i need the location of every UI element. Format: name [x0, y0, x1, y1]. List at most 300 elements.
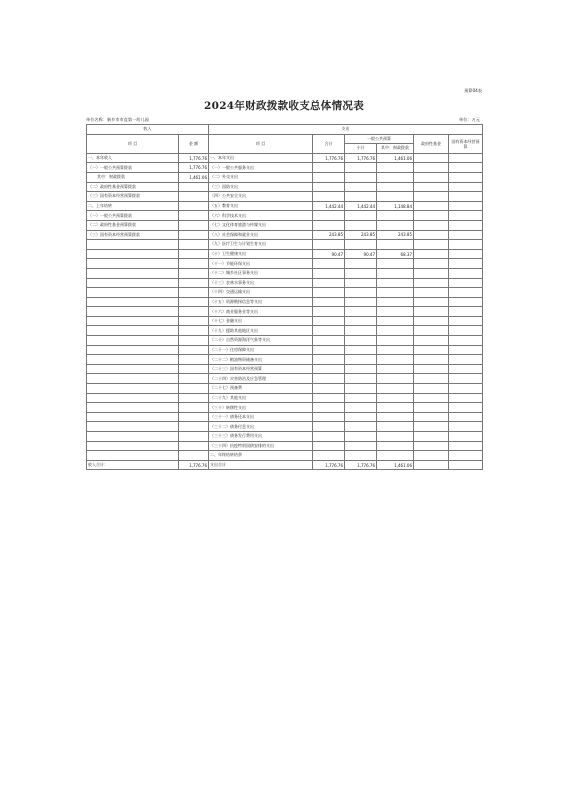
state-capital-cell — [449, 259, 483, 269]
table-row — [87, 163, 483, 173]
expense-total-cell — [313, 326, 345, 336]
general-subtotal-cell — [345, 374, 377, 384]
expense-item-cell: （十七）金融支出 — [209, 316, 313, 326]
general-subtotal-cell — [345, 412, 377, 422]
general-subtotal-cell — [345, 316, 377, 326]
income-item-cell — [87, 278, 179, 288]
income-amount-cell: 1,776.76 — [179, 163, 209, 173]
expense-item-cell: （三十二）债务付息支出 — [209, 422, 313, 432]
table-row — [87, 288, 483, 298]
state-capital-cell — [449, 316, 483, 326]
income-amount-cell — [179, 432, 209, 442]
gov-fund-cell — [414, 412, 449, 422]
expense-total-cell: 1,776.76 — [313, 460, 345, 470]
fiscal-alloc-cell: 1,461.06 — [377, 153, 414, 163]
header-total: 合计 — [313, 134, 345, 153]
state-capital-cell — [449, 412, 483, 422]
header-row-1 — [87, 125, 483, 135]
gov-fund-cell — [414, 163, 449, 173]
table-row — [87, 230, 483, 240]
income-item-cell — [87, 240, 179, 250]
expense-total-cell — [313, 384, 345, 394]
header-income: 收入 — [87, 125, 209, 135]
expense-item-cell: （二十二）粮油物资储备支出 — [209, 355, 313, 365]
state-capital-cell — [449, 374, 483, 384]
header-subtotal: 小计 — [345, 144, 377, 154]
state-capital-cell — [449, 240, 483, 250]
expense-total-cell — [313, 163, 345, 173]
general-subtotal-cell — [345, 268, 377, 278]
income-amount-cell: 1,776.76 — [179, 460, 209, 470]
expense-total-cell — [313, 432, 345, 442]
state-capital-cell — [449, 432, 483, 442]
fiscal-alloc-cell — [377, 163, 414, 173]
income-item-cell — [87, 326, 179, 336]
expense-item-cell: （三十一）债务还本支出 — [209, 412, 313, 422]
table-row — [87, 182, 483, 192]
fiscal-alloc-cell — [377, 374, 414, 384]
state-capital-cell — [449, 192, 483, 202]
expense-total-cell — [313, 259, 345, 269]
income-item-cell — [87, 316, 179, 326]
table-row — [87, 316, 483, 326]
income-item-cell — [87, 412, 179, 422]
finance-table — [86, 124, 483, 470]
fiscal-alloc-cell — [377, 240, 414, 250]
expense-total-cell — [313, 364, 345, 374]
state-capital-cell — [449, 326, 483, 336]
expense-total-cell — [313, 192, 345, 202]
general-subtotal-cell: 1,442.44 — [345, 201, 377, 211]
fiscal-alloc-cell: 1,461.06 — [377, 460, 414, 470]
expense-item-cell: （三）国防支出 — [209, 182, 313, 192]
income-item-cell — [87, 384, 179, 394]
income-amount-cell — [179, 422, 209, 432]
income-amount-cell — [179, 316, 209, 326]
income-amount-cell — [179, 336, 209, 346]
header-general-budget: 一般公共预算 — [345, 134, 414, 144]
income-amount-cell — [179, 307, 209, 317]
gov-fund-cell — [414, 316, 449, 326]
income-item-cell: （三）国有资本经营预算拨款 — [87, 230, 179, 240]
table-row — [87, 403, 483, 413]
gov-fund-cell — [414, 249, 449, 259]
general-subtotal-cell — [345, 326, 377, 336]
general-subtotal-cell — [345, 220, 377, 230]
fiscal-alloc-cell — [377, 307, 414, 317]
gov-fund-cell — [414, 403, 449, 413]
income-amount-cell — [179, 412, 209, 422]
fiscal-alloc-cell — [377, 412, 414, 422]
gov-fund-cell — [414, 297, 449, 307]
income-item-cell — [87, 422, 179, 432]
table-row — [87, 460, 483, 470]
fiscal-alloc-cell — [377, 422, 414, 432]
expense-total-cell — [313, 422, 345, 432]
fiscal-alloc-cell — [377, 441, 414, 451]
general-subtotal-cell: 243.85 — [345, 230, 377, 240]
state-capital-cell — [449, 345, 483, 355]
gov-fund-cell — [414, 384, 449, 394]
gov-fund-cell — [414, 345, 449, 355]
fiscal-alloc-cell: 68.37 — [377, 249, 414, 259]
state-capital-cell — [449, 220, 483, 230]
expense-total-cell — [313, 345, 345, 355]
general-subtotal-cell — [345, 432, 377, 442]
expense-total-cell — [313, 240, 345, 250]
general-subtotal-cell — [345, 163, 377, 173]
table-row — [87, 278, 483, 288]
income-item-cell — [87, 249, 179, 259]
general-subtotal-cell — [345, 384, 377, 394]
expense-item-cell: （二十一）住房保障支出 — [209, 345, 313, 355]
table-row — [87, 249, 483, 259]
expense-total-cell — [313, 403, 345, 413]
general-subtotal-cell — [345, 211, 377, 221]
expense-item-cell: （三十四）抗疫特别国债安排的支出 — [209, 441, 313, 451]
income-item-cell — [87, 307, 179, 317]
income-item-cell — [87, 268, 179, 278]
expense-item-cell: （二十七）预备费 — [209, 384, 313, 394]
table-row — [87, 384, 483, 394]
fiscal-alloc-cell — [377, 220, 414, 230]
expense-total-cell — [313, 182, 345, 192]
expense-total-cell — [313, 307, 345, 317]
fiscal-alloc-cell — [377, 355, 414, 365]
gov-fund-cell — [414, 393, 449, 403]
income-amount-cell — [179, 192, 209, 202]
table-row — [87, 393, 483, 403]
income-amount-cell: 1,461.06 — [179, 172, 209, 182]
income-amount-cell — [179, 326, 209, 336]
table-row — [87, 326, 483, 336]
state-capital-cell — [449, 249, 483, 259]
fiscal-alloc-cell — [377, 345, 414, 355]
fiscal-alloc-cell — [377, 278, 414, 288]
income-item-cell: （三）国有资本经营预算拨款 — [87, 192, 179, 202]
state-capital-cell — [449, 441, 483, 451]
table-row — [87, 201, 483, 211]
general-subtotal-cell — [345, 403, 377, 413]
gov-fund-cell — [414, 441, 449, 451]
expense-total-cell: 1,442.44 — [313, 201, 345, 211]
table-row — [87, 432, 483, 442]
expense-total-cell — [313, 441, 345, 451]
general-subtotal-cell — [345, 441, 377, 451]
expense-total-cell — [313, 451, 345, 461]
fiscal-alloc-cell — [377, 316, 414, 326]
expense-item-cell: （十）卫生健康支出 — [209, 249, 313, 259]
page-title: 2024年财政拨款收支总体情况表 — [203, 100, 365, 112]
general-subtotal-cell — [345, 336, 377, 346]
income-item-cell — [87, 259, 179, 269]
income-amount-cell — [179, 374, 209, 384]
general-subtotal-cell — [345, 422, 377, 432]
state-capital-cell — [449, 182, 483, 192]
income-amount-cell — [179, 249, 209, 259]
expense-item-cell: （一）一般公共服务支出 — [209, 163, 313, 173]
income-item-cell: （一）一般公共预算拨款 — [87, 163, 179, 173]
gov-fund-cell — [414, 268, 449, 278]
general-subtotal-cell — [345, 297, 377, 307]
table-row — [87, 220, 483, 230]
income-item-cell — [87, 345, 179, 355]
fiscal-alloc-cell — [377, 182, 414, 192]
expense-total-cell — [313, 336, 345, 346]
expense-total-cell — [313, 211, 345, 221]
state-capital-cell — [449, 211, 483, 221]
gov-fund-cell — [414, 192, 449, 202]
expense-total-cell: 90.47 — [313, 249, 345, 259]
table-row — [87, 153, 483, 163]
general-subtotal-cell — [345, 393, 377, 403]
gov-fund-cell — [414, 278, 449, 288]
gov-fund-cell — [414, 374, 449, 384]
gov-fund-cell — [414, 172, 449, 182]
expense-item-cell: （四）公共安全支出 — [209, 192, 313, 202]
fiscal-alloc-cell — [377, 192, 414, 202]
income-amount-cell — [179, 211, 209, 221]
expense-total-cell — [313, 355, 345, 365]
state-capital-cell — [449, 268, 483, 278]
income-amount-cell — [179, 230, 209, 240]
income-item-cell — [87, 432, 179, 442]
header-expense: 支出 — [209, 125, 483, 135]
table-row — [87, 412, 483, 422]
expense-item-cell: （二十九）其他支出 — [209, 393, 313, 403]
income-item-cell — [87, 297, 179, 307]
general-subtotal-cell: 1,776.76 — [345, 153, 377, 163]
form-code: 预算04表 — [464, 88, 482, 93]
income-item-cell: （二）政府性基金预算拨款 — [87, 182, 179, 192]
expense-total-cell — [313, 393, 345, 403]
income-amount-cell — [179, 393, 209, 403]
gov-fund-cell — [414, 422, 449, 432]
table-row — [87, 336, 483, 346]
expense-item-cell: （九）医疗卫生与计划生育支出 — [209, 240, 313, 250]
general-subtotal-cell — [345, 364, 377, 374]
expense-total-cell — [313, 172, 345, 182]
unit-name: 单位名称：新乡市市直第一幼儿园 — [86, 117, 149, 122]
expense-item-cell: （十四）交通运输支出 — [209, 288, 313, 298]
general-subtotal-cell — [345, 182, 377, 192]
state-capital-cell — [449, 163, 483, 173]
state-capital-cell — [449, 336, 483, 346]
expense-item-cell: （六）科学技术支出 — [209, 211, 313, 221]
state-capital-cell — [449, 288, 483, 298]
gov-fund-cell — [414, 182, 449, 192]
table-row — [87, 345, 483, 355]
state-capital-cell — [449, 278, 483, 288]
state-capital-cell — [449, 201, 483, 211]
table-row — [87, 307, 483, 317]
income-item-cell: 二、上年结转 — [87, 201, 179, 211]
fiscal-alloc-cell — [377, 288, 414, 298]
expense-item-cell: （十一）节能环保支出 — [209, 259, 313, 269]
header-amount: 金 额 — [179, 134, 209, 153]
income-item-cell — [87, 403, 179, 413]
expense-item-cell: 二、年终结转结余 — [209, 451, 313, 461]
expense-total-cell: 1,776.76 — [313, 153, 345, 163]
income-item-cell: （一）一般公共预算拨款 — [87, 211, 179, 221]
fiscal-alloc-cell — [377, 297, 414, 307]
table-row — [87, 355, 483, 365]
income-item-cell — [87, 393, 179, 403]
general-subtotal-cell — [345, 288, 377, 298]
state-capital-cell — [449, 460, 483, 470]
gov-fund-cell — [414, 307, 449, 317]
state-capital-cell — [449, 403, 483, 413]
fiscal-alloc-cell — [377, 326, 414, 336]
income-item-cell — [87, 364, 179, 374]
expense-item-cell: （十六）商业服务业等支出 — [209, 307, 313, 317]
expense-item-cell: （二）外交支出 — [209, 172, 313, 182]
expense-item-cell: 一、本年支出 — [209, 153, 313, 163]
income-amount-cell — [179, 268, 209, 278]
expense-item-cell: （十九）援助其他地区支出 — [209, 326, 313, 336]
state-capital-cell — [449, 355, 483, 365]
table-row — [87, 192, 483, 202]
expense-item-cell: （二十三）国有资本经营预算 — [209, 364, 313, 374]
state-capital-cell — [449, 451, 483, 461]
state-capital-cell — [449, 393, 483, 403]
expense-total-cell — [313, 278, 345, 288]
general-subtotal-cell — [345, 345, 377, 355]
income-item-cell: （二）政府性基金预算拨款 — [87, 220, 179, 230]
fiscal-alloc-cell — [377, 211, 414, 221]
income-amount-cell: 1,776.76 — [179, 153, 209, 163]
fiscal-alloc-cell — [377, 364, 414, 374]
general-subtotal-cell — [345, 192, 377, 202]
expense-item-cell: （二十四）灾害防治及应急管理 — [209, 374, 313, 384]
fiscal-alloc-cell — [377, 432, 414, 442]
header-item2: 项 目 — [209, 134, 313, 153]
gov-fund-cell — [414, 220, 449, 230]
fiscal-alloc-cell — [377, 336, 414, 346]
gov-fund-cell — [414, 288, 449, 298]
state-capital-cell — [449, 307, 483, 317]
expense-item-cell: （二十）自然资源海洋气象等支出 — [209, 336, 313, 346]
gov-fund-cell — [414, 336, 449, 346]
expense-total-cell — [313, 374, 345, 384]
gov-fund-cell — [414, 326, 449, 336]
expense-item-cell: （三十三）债务发行费用支出 — [209, 432, 313, 442]
gov-fund-cell — [414, 355, 449, 365]
state-capital-cell — [449, 364, 483, 374]
table-row — [87, 259, 483, 269]
income-amount-cell — [179, 240, 209, 250]
fiscal-alloc-cell — [377, 172, 414, 182]
income-amount-cell — [179, 259, 209, 269]
fiscal-alloc-cell — [377, 451, 414, 461]
expense-total-cell — [313, 268, 345, 278]
income-item-cell: 收入合计： — [87, 460, 179, 470]
table-row — [87, 374, 483, 384]
income-item-cell — [87, 451, 179, 461]
general-subtotal-cell — [345, 355, 377, 365]
expense-item-cell: （十三）农林水事务支出 — [209, 278, 313, 288]
fiscal-alloc-cell — [377, 403, 414, 413]
header-gov-fund: 政府性基金 — [414, 134, 449, 153]
general-subtotal-cell — [345, 172, 377, 182]
general-subtotal-cell: 1,776.76 — [345, 460, 377, 470]
table-row — [87, 172, 483, 182]
table-row — [87, 422, 483, 432]
gov-fund-cell — [414, 259, 449, 269]
income-amount-cell — [179, 278, 209, 288]
state-capital-cell — [449, 297, 483, 307]
header-row-2 — [87, 134, 483, 144]
fiscal-alloc-cell — [377, 268, 414, 278]
expense-total-cell — [313, 297, 345, 307]
general-subtotal-cell — [345, 278, 377, 288]
state-capital-cell — [449, 172, 483, 182]
state-capital-cell — [449, 230, 483, 240]
gov-fund-cell — [414, 230, 449, 240]
gov-fund-cell — [414, 432, 449, 442]
income-item-cell — [87, 374, 179, 384]
general-subtotal-cell — [345, 451, 377, 461]
fiscal-alloc-cell — [377, 384, 414, 394]
income-amount-cell — [179, 201, 209, 211]
fiscal-alloc-cell — [377, 393, 414, 403]
general-subtotal-cell — [345, 240, 377, 250]
income-amount-cell — [179, 182, 209, 192]
income-amount-cell — [179, 451, 209, 461]
table-row — [87, 211, 483, 221]
table-row — [87, 441, 483, 451]
income-item-cell — [87, 336, 179, 346]
expense-item-cell: （三十）转移性支出 — [209, 403, 313, 413]
header-item: 项 目 — [87, 134, 179, 153]
expense-total-cell: 243.85 — [313, 230, 345, 240]
income-item-cell — [87, 288, 179, 298]
general-subtotal-cell — [345, 259, 377, 269]
table-row — [87, 451, 483, 461]
income-amount-cell — [179, 364, 209, 374]
expense-total-cell — [313, 316, 345, 326]
income-amount-cell — [179, 355, 209, 365]
gov-fund-cell — [414, 153, 449, 163]
income-amount-cell — [179, 403, 209, 413]
general-subtotal-cell — [345, 307, 377, 317]
fiscal-alloc-cell: 1,148.84 — [377, 201, 414, 211]
table-row — [87, 268, 483, 278]
income-item-cell: 其中：财政拨款 — [87, 172, 179, 182]
expense-item-cell: （五）教育支出 — [209, 201, 313, 211]
expense-total-cell — [313, 220, 345, 230]
unit-label: 单位：万元 — [459, 117, 480, 122]
income-amount-cell — [179, 288, 209, 298]
expense-item-cell: （八）社会保障和就业支出 — [209, 230, 313, 240]
income-amount-cell — [179, 384, 209, 394]
table-row — [87, 297, 483, 307]
gov-fund-cell — [414, 451, 449, 461]
expense-item-cell: （十五）资源勘探信息等支出 — [209, 297, 313, 307]
expense-item-cell: （十二）城乡社区事务支出 — [209, 268, 313, 278]
income-item-cell — [87, 355, 179, 365]
header-fiscal-alloc: 其中：财政拨款 — [377, 144, 414, 154]
gov-fund-cell — [414, 460, 449, 470]
income-amount-cell — [179, 297, 209, 307]
state-capital-cell — [449, 153, 483, 163]
income-item-cell: 一、本年收入 — [87, 153, 179, 163]
expense-total-cell — [313, 288, 345, 298]
expense-total-cell — [313, 412, 345, 422]
gov-fund-cell — [414, 364, 449, 374]
gov-fund-cell — [414, 201, 449, 211]
income-amount-cell — [179, 220, 209, 230]
